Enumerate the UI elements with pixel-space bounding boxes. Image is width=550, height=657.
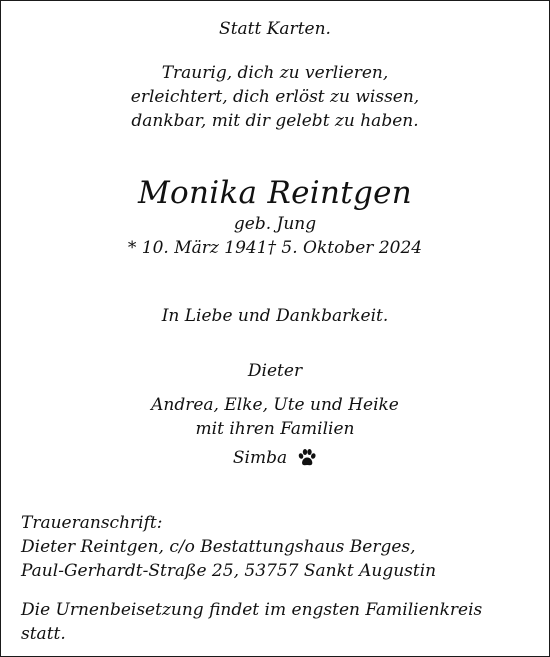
birth-date: * 10. März 1941 — [127, 238, 268, 258]
statt-karten-text: Statt Karten. — [219, 19, 331, 39]
farewell-text: In Liebe und Dankbarkeit. — [161, 306, 389, 326]
mourner-children-block — [1, 393, 549, 441]
mourner-dieter-block — [1, 359, 549, 383]
mourning-address — [21, 511, 541, 583]
verse-line-2: erleichtert, dich erlöst zu wissen, — [130, 87, 420, 107]
mourner-families: mit ihren Familien — [195, 419, 355, 439]
life-dates — [1, 236, 549, 260]
pet-row — [233, 446, 317, 470]
mourner-children: Andrea, Elke, Ute und Heike — [151, 395, 399, 415]
pet-name: Simba — [232, 448, 288, 468]
deceased-name-block — [1, 174, 549, 212]
paw-print-icon — [297, 448, 317, 468]
maiden-name-block — [1, 212, 549, 236]
header-block — [1, 17, 549, 41]
farewell-block — [1, 304, 549, 328]
address-label: Traueranschrift: — [21, 513, 163, 533]
death-date: † 5. Oktober 2024 — [267, 238, 423, 258]
verse-line-3: dankbar, mit dir gelebt zu haben. — [131, 111, 419, 131]
address-line-1: Dieter Reintgen, c/o Bestattungshaus Berges, — [21, 537, 416, 557]
maiden-name: geb. Jung — [233, 214, 317, 234]
burial-note — [21, 598, 541, 646]
pet-block — [1, 446, 549, 470]
deceased-name: Monika Reintgen — [137, 175, 413, 211]
verse-block — [1, 61, 549, 133]
address-line-2: Paul-Gerhardt-Straße 25, 53757 Sankt Augustin — [21, 561, 437, 581]
burial-note-line-2: statt. — [21, 624, 66, 644]
verse-line-1: Traurig, dich zu verlieren, — [161, 63, 389, 83]
burial-note-line-1: Die Urnenbeisetzung findet im engsten Familienkreis — [21, 600, 483, 620]
mourner-dieter: Dieter — [247, 361, 303, 381]
